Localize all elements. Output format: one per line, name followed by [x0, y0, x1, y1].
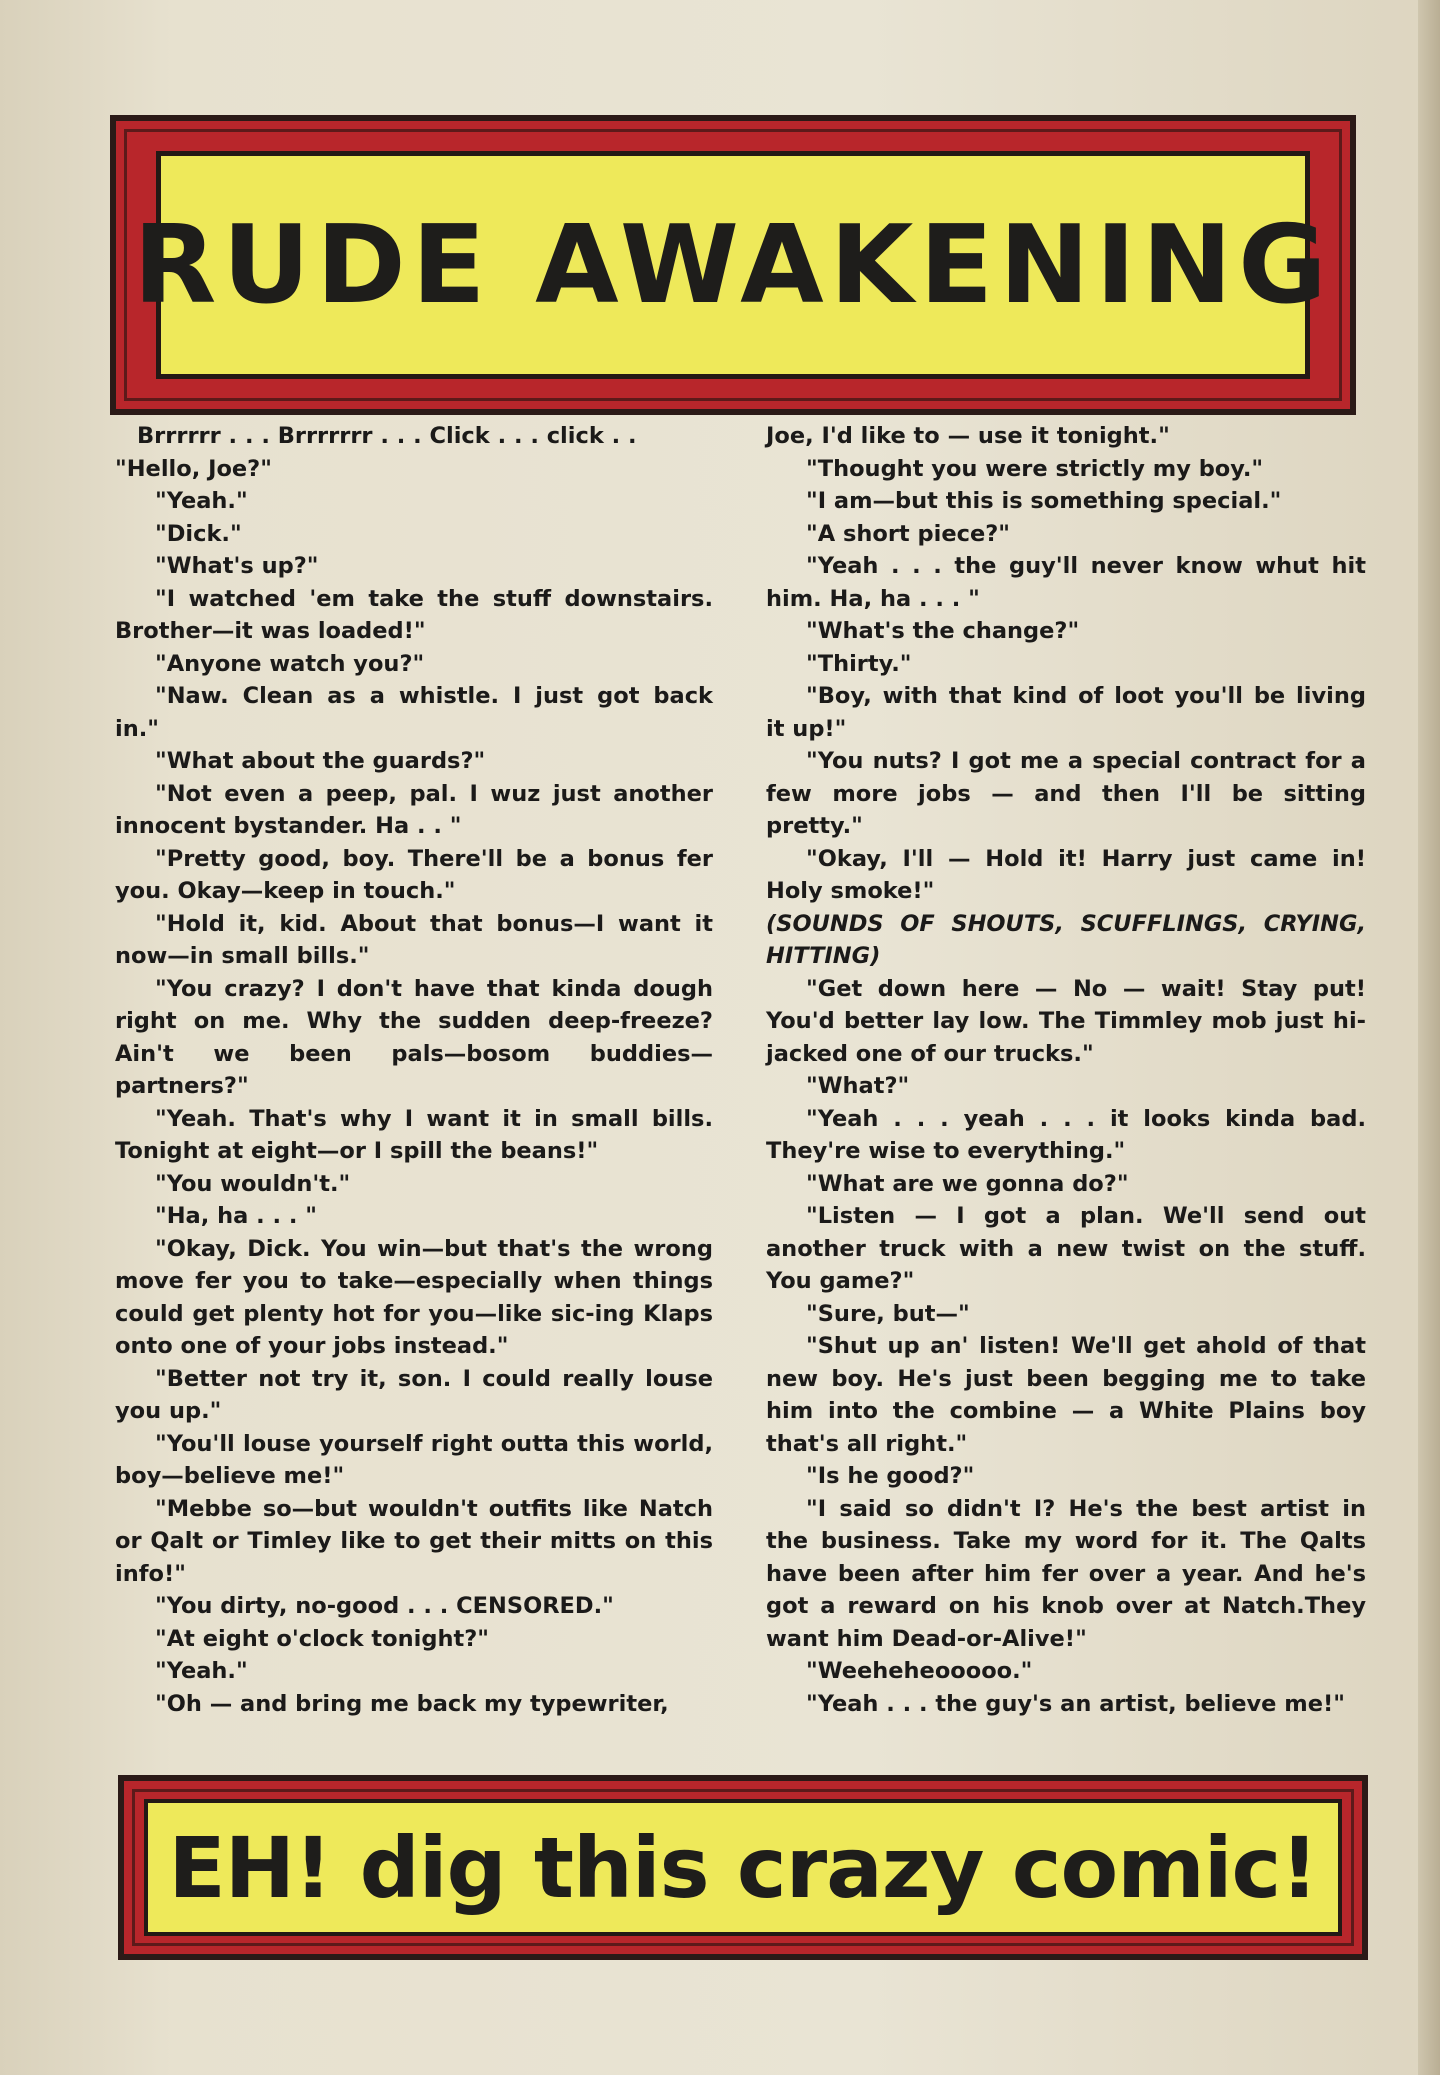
paragraph: "Okay, I'll — Hold it! Harry just came in! Holy smoke!"	[766, 845, 1366, 904]
paragraph: "Shut up an' listen! We'll get ahold of that new boy. He's just been begging me to take him into the combine — a White Plains boy that's all right."	[766, 1333, 1366, 1457]
paragraph: "Okay, Dick. You win—but that's the wrong move fer you to take—especially when things could get plenty hot for you—like sic-ing Klaps onto one of your jobs instead."	[115, 1235, 713, 1359]
paragraph: "Hello, Joe?"	[115, 455, 272, 482]
paragraph: "Yeah. That's why I want it in small bills. Tonight at eight—or I spill the beans!"	[115, 1105, 713, 1164]
paragraph: "You crazy? I don't have that kinda dough right on me. Why the sudden deep-freeze? Ain't we been pals—bosom buddies—partners?"	[115, 975, 713, 1099]
paragraph: "At eight o'clock tonight?"	[155, 1625, 489, 1652]
paragraph: "I am—but this is something special."	[806, 488, 1282, 514]
paragraph: "Weeheheooooo."	[806, 1658, 1033, 1684]
paragraph: "Is he good?"	[806, 1463, 975, 1489]
paragraph: "What's the change?"	[806, 618, 1080, 644]
paragraph: "Not even a peep, pal. I wuz just another innocent bystander. Ha . . "	[115, 780, 713, 839]
title-panel-frame	[110, 115, 1356, 415]
paragraph: "Thought you were strictly my boy."	[806, 455, 1264, 482]
paragraph: "Dick."	[155, 520, 242, 547]
paragraph: "Yeah."	[155, 488, 248, 514]
paragraph: "Sure, but—"	[806, 1300, 970, 1327]
bottom-banner	[144, 1799, 1342, 1936]
paragraph: "Yeah . . . the guy'll never know whut hit him. Ha, ha . . . "	[766, 553, 1366, 612]
paragraph: "Boy, with that kind of loot you'll be living it up!"	[766, 683, 1366, 742]
paragraph: "Ha, ha . . . "	[155, 1203, 318, 1229]
paragraph: "What's up?"	[155, 553, 319, 579]
paragraph: "I said so didn't I? He's the best artist in the business. Take my word for it. The Qalts have been after him fer over a year. And he's got a reward on his knob over at Natch.They want him Dead-or-Alive!"	[766, 1495, 1366, 1652]
right-text-column	[766, 420, 1366, 1720]
paragraph: "Hold it, kid. About that bonus—I want it now—in small bills."	[115, 910, 713, 969]
paragraph: "Mebbe so—but wouldn't outfits like Natch or Qalt or Timley like to get their mitts on this info!"	[115, 1495, 713, 1587]
page-spine-edge	[1418, 0, 1440, 2075]
paragraph: "Naw. Clean as a whistle. I just got back in."	[115, 683, 713, 742]
paragraph: "Better not try it, son. I could really louse you up."	[115, 1365, 713, 1424]
paragraph: "Yeah . . . yeah . . . it looks kinda bad. They're wise to everything."	[766, 1105, 1366, 1164]
banner-text: EH! dig this crazy comic!	[168, 1818, 1318, 1917]
paragraph: "A short piece?"	[806, 520, 1010, 547]
paragraph: "Yeah . . . the guy's an artist, believe me!"	[806, 1690, 1345, 1717]
paragraph: "You'll louse yourself right outta this world, boy—believe me!"	[115, 1430, 713, 1489]
paragraph: "Oh — and bring me back my typewriter,	[155, 1690, 669, 1717]
paragraph: "I watched 'em take the stuff downstairs. Brother—it was loaded!"	[115, 585, 713, 644]
paragraph: "What are we gonna do?"	[806, 1170, 1129, 1197]
bottom-banner-frame	[118, 1775, 1368, 1960]
paragraph: "You nuts? I got me a special contract for a few more jobs — and then I'll be sitting pretty."	[766, 748, 1366, 839]
paragraph: "Thirty."	[806, 650, 912, 677]
sound-effects-note: (SOUNDS OF SHOUTS, SCUFFLINGS, CRYING, HITTING)	[766, 910, 1366, 969]
paragraph: "You dirty, no-good . . . CENSORED."	[155, 1593, 614, 1619]
left-text-column	[115, 420, 713, 1720]
paragraph: Brrrrrr . . . Brrrrrrr . . . Click . . . click . .	[137, 423, 637, 449]
paragraph: "Anyone watch you?"	[155, 650, 425, 677]
paragraph: "You wouldn't."	[155, 1170, 351, 1197]
title-panel	[133, 151, 1333, 379]
story-title: RUDE AWAKENING	[133, 202, 1333, 328]
paragraph: "Get down here — No — wait! Stay put! You'd better lay low. The Timmley mob just hi-jacked one of our trucks."	[766, 975, 1366, 1067]
paragraph: Joe, I'd like to — use it tonight."	[766, 423, 1170, 449]
paragraph: "What about the guards?"	[155, 748, 486, 774]
paragraph: "Yeah."	[155, 1658, 248, 1684]
paragraph: "Pretty good, boy. There'll be a bonus fer you. Okay—keep in touch."	[115, 845, 713, 904]
paragraph: "Listen — I got a plan. We'll send out another truck with a new twist on the stuff. You game?"	[766, 1203, 1366, 1294]
paragraph: "What?"	[806, 1073, 910, 1099]
